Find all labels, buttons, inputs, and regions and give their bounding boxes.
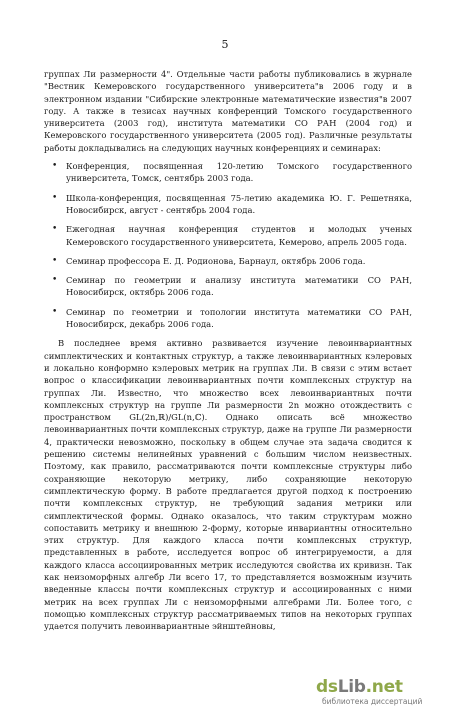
list-item — [52, 160, 412, 185]
bullet-icon: • — [52, 161, 58, 172]
bullet-icon: • — [52, 224, 58, 235]
page-number: 5 — [221, 38, 229, 51]
paragraph-main: В последнее время активно развивается изучение левоинвариантных симплектических и контактных структур, а также левоинвариантных кэлеровых и локально конформно кэлеровых метрик на группах Ли. В связи с этим встает вопрос о классификации левоинвариантных почти комплексных структур на группах Ли. Известно, что множество всех левоинвариантных почти комплексных структур на группе Ли размерности 2n можно отождествить с пространством GL(2n,ℝ)/GL(n,ℂ). Однако описать всё множество левоинвариантных почти комплексных структур, даже на группе Ли размерности 4, практически невозможно, поскольку в общем случае эта задача сводится к решению системы нелинейных уравнений с большим числом неизвестных. Поэтому, как правило, рассматриваются почти комплексные структуры либо сохраняющие некоторую метрику, либо сохраняющие некоторую симплектическую форму. В работе предлагается другой подход к построению почти комплексных структур, не требующий задания метрики или симплектической формы. Однако оказалось, что таким структурам можно сопоставить метрику и внешнюю 2-форму, которые инвариантны относительно этих структур. Для каждого класса почти комплексных структур, представленных в работе, исследуется вопрос об интегрируемости, а для каждого класса ассоциированных метрик исследуются свойства их кривизн. Так как неизоморфных алгебр Ли всего 17, то представляется возможным изучить введенные классы почти комплексных структур и ассоциированных с ними метрик на всех группах Ли с неизоморфными алгебрами Ли. Более того, с помощью комплексных структур рассматриваемых типов на некоторых группах удается получить левоинвариантные эйнштейновы, — [44, 338, 412, 632]
watermark-subtitle: библиотека диссертаций — [322, 697, 423, 706]
bullet-icon: • — [52, 306, 58, 317]
list-item-text: Семинар профессора Е. Д. Родионова, Барнаул, октябрь 2006 года. — [66, 255, 366, 266]
list-item-text: Семинар по геометрии и топологии института математики СО РАН, Новосибирск, декабрь 2006 года. — [66, 306, 412, 330]
watermark[interactable] — [316, 677, 436, 707]
bullet-icon: • — [52, 275, 58, 286]
list-item — [52, 274, 412, 299]
list-item-text: Школа-конференция, посвященная 75-летию академика Ю. Г. Решетняка, Новосибирск, август - сентябрь 2004 года. — [66, 192, 412, 215]
bullet-icon: • — [52, 192, 58, 203]
list-item-text: Семинар по геометрии и анализу института математики СО РАН, Новосибирск, октябрь 2006 года. — [66, 275, 412, 298]
bullet-icon: • — [52, 255, 58, 266]
dslib-logo: dsLib.net — [316, 677, 403, 697]
list-item — [52, 306, 412, 331]
list-item-text: Конференция, посвященная 120-летию Томского государственного университета, Томск, сентябрь 2003 года. — [66, 161, 412, 184]
page-body — [44, 68, 412, 632]
conference-list — [44, 160, 412, 330]
list-item — [52, 255, 412, 267]
paragraph-intro: группах Ли размерности 4". Отдельные части работы публиковались в журнале "Вестник Кемеровского государственного университета"в 2006 году и в электронном издании "Сибирские электронные математические известия"в 2007 году. А также в тезисах научных конференций Томского государственного университета (2003 год), института математики СО РАН (2004 год) и Кемеровского государственного университета (2005 год). Различные результаты работы докладывались на следующих научных конференциях и семинарах: — [44, 69, 412, 153]
list-item — [52, 223, 412, 248]
list-item — [52, 192, 412, 217]
list-item-text: Ежегодная научная конференция студентов и молодых ученых Кемеровского государственного университета, Кемерово, апрель 2005 года. — [66, 224, 412, 247]
